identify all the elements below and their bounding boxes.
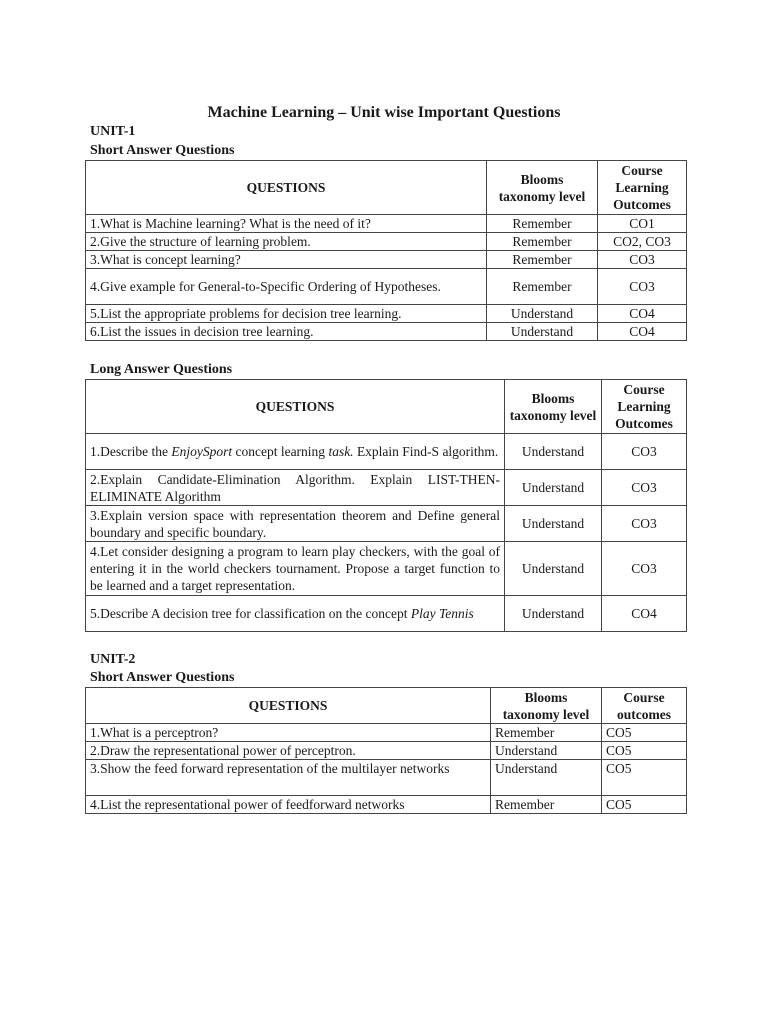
unit-2-label: UNIT-2 <box>90 652 136 667</box>
outcome-cell: CO5 <box>602 796 687 814</box>
question-cell: 3.What is concept learning? <box>86 251 487 269</box>
col-header-questions: QUESTIONS <box>86 688 491 724</box>
level-cell: Remember <box>491 724 602 742</box>
level-cell: Remember <box>487 233 598 251</box>
level-cell: Remember <box>491 796 602 814</box>
level-cell: Understand <box>505 434 602 470</box>
question-cell: 2.Explain Candidate-Elimination Algorithm. Explain LIST-THEN-ELIMINATE Algorithm <box>86 470 505 506</box>
level-cell: Understand <box>487 305 598 323</box>
col-header-questions: QUESTIONS <box>86 380 505 434</box>
table-row <box>86 470 687 506</box>
question-cell: 5.List the appropriate problems for decision tree learning. <box>86 305 487 323</box>
level-cell: Remember <box>487 269 598 305</box>
level-cell: Understand <box>505 596 602 632</box>
level-cell: Understand <box>505 470 602 506</box>
col-header-questions: QUESTIONS <box>86 161 487 215</box>
table-row <box>86 434 687 470</box>
outcome-cell: CO3 <box>602 506 687 542</box>
table-row <box>86 305 687 323</box>
outcome-cell: CO3 <box>598 251 687 269</box>
level-cell: Understand <box>487 323 598 341</box>
level-cell: Remember <box>487 215 598 233</box>
question-cell: 2.Draw the representational power of perceptron. <box>86 742 491 760</box>
level-cell: Understand <box>505 506 602 542</box>
question-cell: 1.What is Machine learning? What is the need of it? <box>86 215 487 233</box>
table-row <box>86 506 687 542</box>
col-header-blooms: Blooms taxonomy level <box>487 161 598 215</box>
level-cell: Understand <box>491 760 602 796</box>
unit-2-short-table <box>85 687 687 814</box>
question-cell: 3.Show the feed forward representation of the multilayer networks <box>86 760 491 796</box>
table-row <box>86 796 687 814</box>
outcome-cell: CO2, CO3 <box>598 233 687 251</box>
question-cell: 2.Give the structure of learning problem. <box>86 233 487 251</box>
unit-1-short-table <box>85 160 687 341</box>
outcome-cell: CO4 <box>598 323 687 341</box>
question-cell: 5.Describe A decision tree for classification on the concept Play Tennis <box>86 596 505 632</box>
outcome-cell: CO3 <box>602 542 687 596</box>
outcome-cell: CO3 <box>602 470 687 506</box>
col-header-blooms: Blooms taxonomy level <box>505 380 602 434</box>
col-header-outcomes: Course Learning Outcomes <box>602 380 687 434</box>
outcome-cell: CO4 <box>602 596 687 632</box>
table-row <box>86 215 687 233</box>
table-row <box>86 542 687 596</box>
table-row <box>86 233 687 251</box>
table-row <box>86 596 687 632</box>
outcome-cell: CO5 <box>602 760 687 796</box>
table-row <box>86 724 687 742</box>
question-cell: 4.Let consider designing a program to learn play checkers, with the goal of entering it in the world checkers tournament. Propose a target function to be learned and a target representation. <box>86 542 505 596</box>
outcome-cell: CO5 <box>602 724 687 742</box>
question-cell: 4.Give example for General-to-Specific Ordering of Hypotheses. <box>86 269 487 305</box>
outcome-cell: CO3 <box>602 434 687 470</box>
page-title: Machine Learning – Unit wise Important Questions <box>207 104 561 121</box>
question-cell: 1.What is a perceptron? <box>86 724 491 742</box>
level-cell: Remember <box>487 251 598 269</box>
table-row <box>86 323 687 341</box>
unit-2-short-heading: Short Answer Questions <box>90 670 235 685</box>
level-cell: Understand <box>491 742 602 760</box>
outcome-cell: CO1 <box>598 215 687 233</box>
col-header-outcomes: Course outcomes <box>602 688 687 724</box>
unit-1-label: UNIT-1 <box>90 124 136 139</box>
unit-1-long-heading: Long Answer Questions <box>90 362 233 377</box>
level-cell: Understand <box>505 542 602 596</box>
unit-1-long-table <box>85 379 687 632</box>
outcome-cell: CO3 <box>598 269 687 305</box>
question-cell: 3.Explain version space with representation theorem and Define general boundary and specific boundary. <box>86 506 505 542</box>
col-header-blooms: Blooms taxonomy level <box>491 688 602 724</box>
question-cell: 6.List the issues in decision tree learning. <box>86 323 487 341</box>
question-cell: 4.List the representational power of feedforward networks <box>86 796 491 814</box>
table-row <box>86 269 687 305</box>
outcome-cell: CO5 <box>602 742 687 760</box>
table-row <box>86 251 687 269</box>
table-row <box>86 760 687 796</box>
table-row <box>86 742 687 760</box>
question-cell: 1.Describe the EnjoySport concept learning task. Explain Find-S algorithm. <box>86 434 505 470</box>
col-header-outcomes: Course Learning Outcomes <box>598 161 687 215</box>
unit-1-short-heading: Short Answer Questions <box>90 143 235 158</box>
outcome-cell: CO4 <box>598 305 687 323</box>
